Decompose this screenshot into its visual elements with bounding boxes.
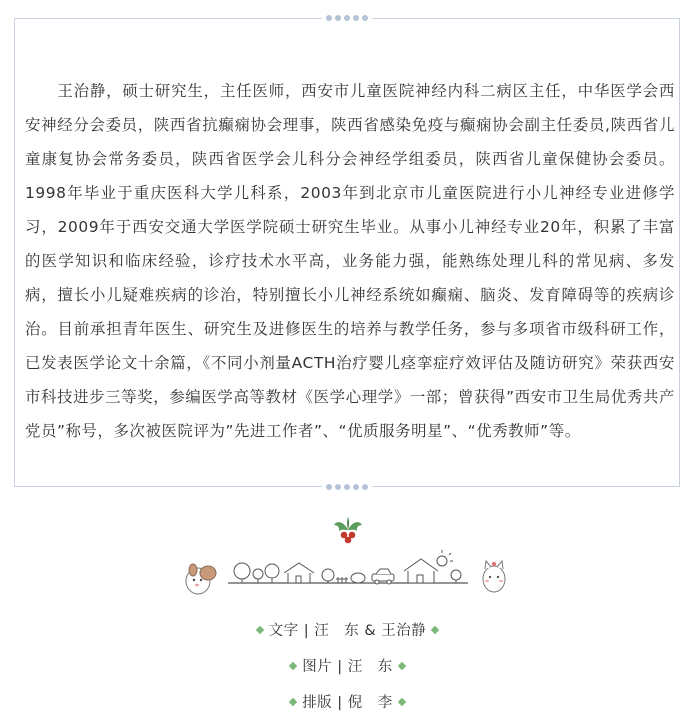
diamond-bullet-icon — [398, 698, 406, 706]
diamond-bullet-icon — [255, 626, 263, 634]
puppy-icon — [186, 564, 216, 594]
diamond-bullet-icon — [398, 662, 406, 670]
cat-icon — [483, 561, 505, 592]
credit-image-label: 图片 | 汪 东 — [302, 659, 393, 675]
credit-layout — [0, 689, 695, 725]
credit-text — [0, 617, 695, 653]
diamond-bullet-icon — [289, 662, 297, 670]
diamond-bullet-icon — [431, 626, 439, 634]
bio-paragraph: 王治静，硕士研究生，主任医师，西安市儿童医院神经内科二病区主任，中华医学会西安神经分会委员，陕西省抗癫痫协会理事，陕西省感染免疫与癫痫协会副主任委员,陕西省儿童康复协会常务委员，陕西省医学会儿科分会神经学组委员，陕西省儿童保健协会委员。1998年毕业于重庆医科大学儿科系，2003年到北京市儿童医院进行小儿神经专业进修学习，2009年于西安交通大学医学院硕士研究生毕业。从事小儿神经专业20年，积累了丰富的医学知识和临床经验，诊疗技术水平高，业务能力强，能熟练处理儿科的常见病、多发病，擅长小儿疑难疾病的诊治，特别擅长小儿神经系统如癫痫、脑炎、发育障碍等的疾病诊治。目前承担青年医生、研究生及进修医生的培养与教学任务，参与多项省市级科研工作，已发表医学论文十余篇，《不同小剂量ACTH治疗婴儿痉挛症疗效评估及随访研究》荣获西安市科技进步三等奖，参编医学高等教材《医学心理学》一部；曾获得”西安市卫生局优秀共产党员”称号，多次被医院评为”先进工作者”、“优质服务明星”、“优秀教师”等。 — [25, 82, 675, 440]
credit-text-label: 文字 | 汪 东 & 王治静 — [268, 623, 427, 639]
credit-image — [0, 653, 695, 689]
credit-layout-label: 排版 | 倪 李 — [302, 695, 393, 711]
village-scene-illustration — [180, 547, 510, 607]
bio-card — [14, 18, 680, 487]
credits-section — [0, 617, 695, 725]
holly-icon — [333, 517, 363, 545]
top-dots-ornament — [322, 15, 372, 21]
diamond-bullet-icon — [289, 698, 297, 706]
bottom-dots-ornament — [322, 484, 372, 490]
